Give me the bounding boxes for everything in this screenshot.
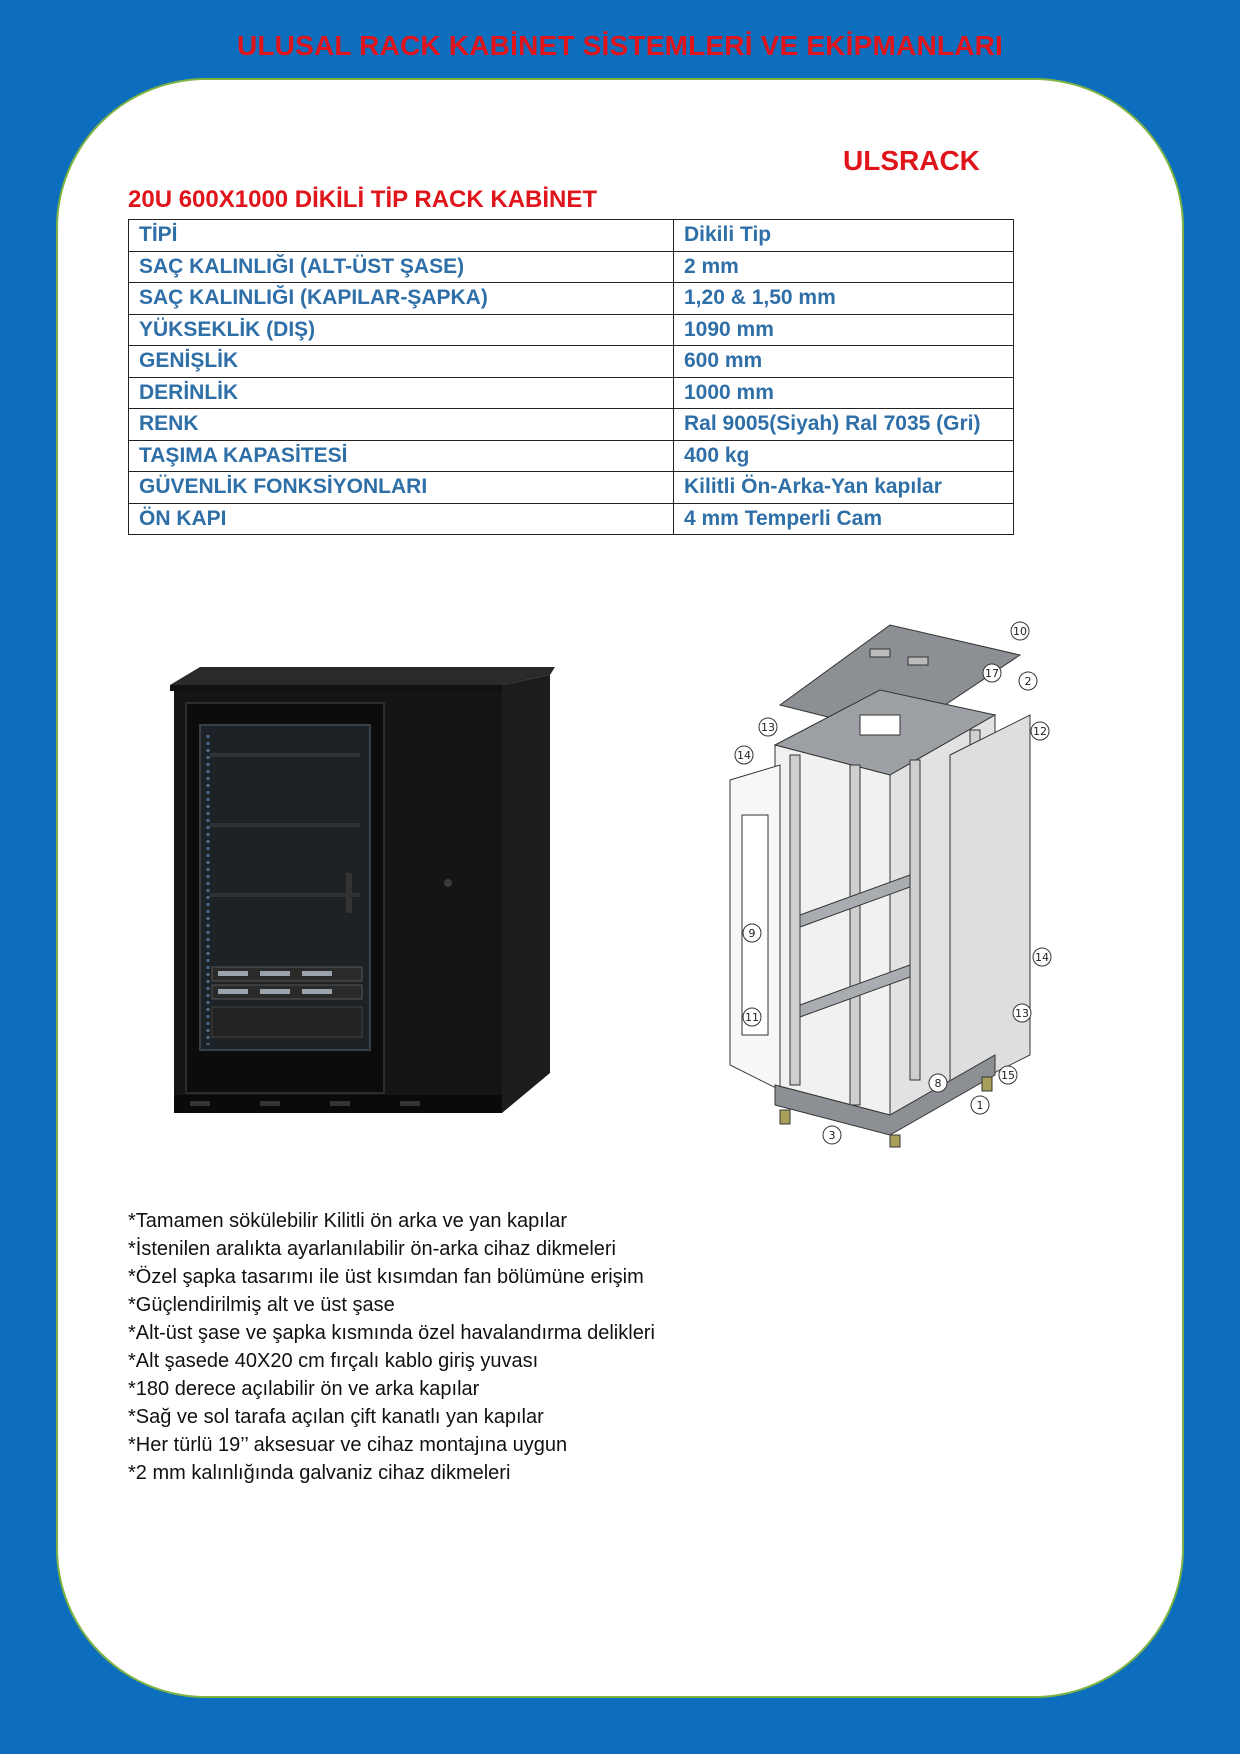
spec-row — [129, 283, 1014, 315]
feature-item: *Tamamen sökülebilir Kilitli ön arka ve yan kapılar — [128, 1210, 568, 1232]
callout-label: 10 — [1013, 625, 1027, 638]
spec-value: Kilitli Ön-Arka-Yan kapılar — [674, 472, 1014, 504]
spec-key: GENİŞLİK — [129, 346, 674, 378]
callout-label: 14 — [1035, 951, 1049, 964]
spec-row — [129, 314, 1014, 346]
spec-key: TİPİ — [129, 220, 674, 252]
spec-key: TAŞIMA KAPASİTESİ — [129, 440, 674, 472]
spec-key: DERİNLİK — [129, 377, 674, 409]
feature-item: *İstenilen aralıkta ayarlanılabilir ön-arka cihaz dikmeleri — [128, 1238, 616, 1260]
spec-key: ÖN KAPI — [129, 503, 674, 535]
callout-label: 14 — [737, 749, 751, 762]
spec-row — [129, 409, 1014, 441]
callout-label: 1 — [976, 1099, 984, 1112]
callout-label: 15 — [1001, 1069, 1015, 1082]
callout-label: 11 — [745, 1011, 759, 1024]
feature-item: *Güçlendirilmiş alt ve üst şase — [128, 1294, 395, 1316]
feature-item: *180 derece açılabilir ön ve arka kapılar — [128, 1378, 480, 1400]
spec-table — [128, 219, 1014, 535]
cabinet-photo — [150, 655, 570, 1155]
spec-key: SAÇ KALINLIĞI (ALT-ÜST ŞASE) — [129, 251, 674, 283]
spec-key: GÜVENLİK FONKSİYONLARI — [129, 472, 674, 504]
feature-item: *Özel şapka tasarımı ile üst kısımdan fan bölümüne erişim — [128, 1266, 644, 1288]
feature-item: *Alt şasede 40X20 cm fırçalı kablo giriş yuvası — [128, 1350, 539, 1372]
feature-list — [128, 1207, 655, 1487]
spec-value: 4 mm Temperli Cam — [674, 503, 1014, 535]
product-title: 20U 600X1000 DİKİLİ TİP RACK KABİNET — [128, 186, 598, 213]
spec-value: 600 mm — [674, 346, 1014, 378]
callout-label: 12 — [1033, 725, 1047, 738]
spec-row — [129, 251, 1014, 283]
spec-row — [129, 503, 1014, 535]
spec-row — [129, 346, 1014, 378]
feature-item: *Her türlü 19’’ aksesuar ve cihaz montajına uygun — [128, 1434, 568, 1456]
spec-value: 1000 mm — [674, 377, 1014, 409]
page-header-title: ULUSAL RACK KABİNET SİSTEMLERİ VE EKİPMANLARI — [236, 30, 1004, 61]
spec-value: Dikili Tip — [674, 220, 1014, 252]
spec-key: YÜKSEKLİK (DIŞ) — [129, 314, 674, 346]
callout-label: 3 — [828, 1129, 836, 1142]
feature-item: *2 mm kalınlığında galvaniz cihaz dikmeleri — [128, 1462, 511, 1484]
callout-label: 13 — [761, 721, 775, 734]
spec-row — [129, 440, 1014, 472]
feature-item: *Alt-üst şase ve şapka kısmında özel havalandırma delikleri — [128, 1322, 655, 1344]
callout-label: 2 — [1024, 675, 1032, 688]
spec-value: Ral 9005(Siyah) Ral 7035 (Gri) — [674, 409, 1014, 441]
callout-label: 9 — [748, 927, 756, 940]
callout-label: 17 — [985, 667, 999, 680]
brand-name: ULSRACK — [843, 145, 980, 176]
spec-value: 400 kg — [674, 440, 1014, 472]
callout-label: 8 — [934, 1077, 942, 1090]
spec-key: RENK — [129, 409, 674, 441]
spec-value: 2 mm — [674, 251, 1014, 283]
spec-row — [129, 377, 1014, 409]
spec-value: 1,20 & 1,50 mm — [674, 283, 1014, 315]
exploded-diagram — [690, 615, 1080, 1155]
spec-value: 1090 mm — [674, 314, 1014, 346]
spec-key: SAÇ KALINLIĞI (KAPILAR-ŞAPKA) — [129, 283, 674, 315]
feature-item: *Sağ ve sol tarafa açılan çift kanatlı yan kapılar — [128, 1406, 544, 1428]
callout-label: 13 — [1015, 1007, 1029, 1020]
spec-row — [129, 472, 1014, 504]
spec-row — [129, 220, 1014, 252]
